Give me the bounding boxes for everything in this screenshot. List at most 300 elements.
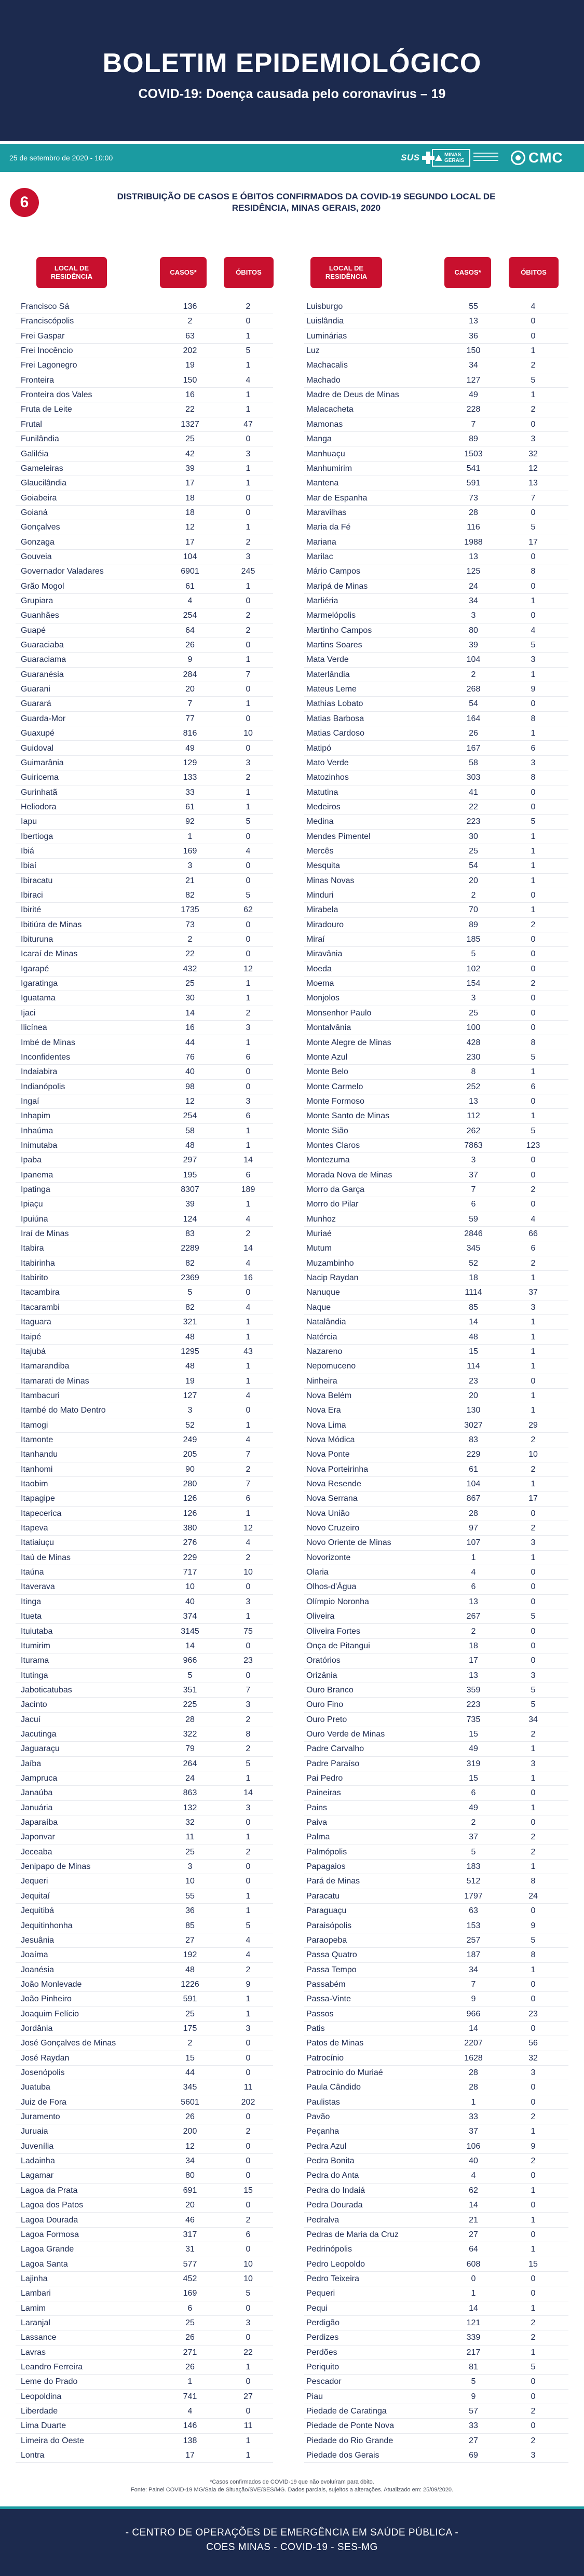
table-row xyxy=(0,1374,289,1389)
cases-count: 58 xyxy=(185,1126,195,1135)
municipality-name: Medeiros xyxy=(306,802,341,811)
deaths-count: 0 xyxy=(531,1995,536,2004)
table-row xyxy=(0,1006,289,1021)
cases-count: 5 xyxy=(471,950,476,959)
municipality-name: Igarapé xyxy=(21,964,49,973)
deaths-count: 2 xyxy=(531,1524,536,1533)
cases-count: 44 xyxy=(185,1038,195,1047)
municipality-name: Laranjal xyxy=(21,2318,50,2327)
deaths-count: 17 xyxy=(528,537,538,547)
deaths-count: 2 xyxy=(531,1435,536,1444)
cases-count: 40 xyxy=(185,1067,195,1077)
cases-count: 169 xyxy=(183,846,197,856)
deaths-count: 1 xyxy=(531,1347,536,1356)
table-row xyxy=(0,579,289,594)
deaths-count: 0 xyxy=(246,435,251,444)
deaths-count: 2 xyxy=(531,2318,536,2327)
deaths-count: 0 xyxy=(531,611,536,620)
municipality-name: Itutinga xyxy=(21,1671,48,1680)
deaths-count: 3 xyxy=(246,1700,251,1710)
municipality-name: Madre de Deus de Minas xyxy=(306,390,399,400)
cases-count: 6 xyxy=(471,1788,476,1798)
deaths-count: 5 xyxy=(531,817,536,826)
deaths-count: 1 xyxy=(246,1141,251,1150)
municipality-name: Heliodora xyxy=(21,802,57,811)
deaths-count: 1 xyxy=(531,1391,536,1400)
deaths-count: 1 xyxy=(246,581,251,591)
cases-count: 4 xyxy=(471,1568,476,1577)
table-row xyxy=(0,2168,289,2183)
municipality-name: Padre Carvalho xyxy=(306,1744,364,1754)
municipality-name: Mata Verde xyxy=(306,655,349,665)
table-row xyxy=(0,1727,289,1742)
deaths-count: 5 xyxy=(246,891,251,900)
deaths-count: 3 xyxy=(531,1538,536,1548)
municipality-name: Juiz de Fora xyxy=(21,2097,67,2107)
table-row xyxy=(289,2168,584,2183)
deaths-count: 0 xyxy=(246,2333,251,2342)
municipality-name: Pedro Leopoldo xyxy=(306,2259,365,2269)
deaths-count: 10 xyxy=(243,729,253,738)
deaths-count: 2 xyxy=(531,361,536,370)
deaths-count: 4 xyxy=(246,1435,251,1444)
table-row xyxy=(0,756,289,770)
cases-count: 126 xyxy=(183,1494,197,1503)
municipality-name: Ingaí xyxy=(21,1096,39,1106)
table-row xyxy=(289,726,584,741)
municipality-name: Paiva xyxy=(306,1818,328,1827)
table-row xyxy=(289,903,584,917)
cases-count: 18 xyxy=(469,1273,478,1283)
table-row xyxy=(0,1300,289,1315)
cases-count: 9 xyxy=(471,2392,476,2401)
table-row xyxy=(0,1050,289,1065)
deaths-count: 1 xyxy=(246,2009,251,2018)
table-row xyxy=(0,373,289,388)
municipality-name: Galiléia xyxy=(21,449,49,458)
table-row xyxy=(0,1830,289,1845)
cases-count: 24 xyxy=(185,1774,195,1783)
deaths-count: 0 xyxy=(531,2421,536,2431)
cases-count: 25 xyxy=(185,1847,195,1856)
deaths-count: 5 xyxy=(246,346,251,356)
deaths-count: 2 xyxy=(531,1258,536,1268)
cases-count: 27 xyxy=(185,1935,195,1945)
deaths-count: 3 xyxy=(531,2451,536,2460)
table-row xyxy=(0,329,289,344)
cases-count: 55 xyxy=(185,1891,195,1901)
deaths-count: 189 xyxy=(241,1185,255,1194)
deaths-count: 2 xyxy=(531,2157,536,2166)
deaths-count: 2 xyxy=(246,1847,251,1856)
deaths-count: 8 xyxy=(531,714,536,723)
table-row xyxy=(0,1713,289,1727)
cases-count: 12 xyxy=(185,1096,195,1106)
cases-count: 48 xyxy=(469,1332,478,1341)
cases-count: 22 xyxy=(469,802,478,811)
municipality-name: Ipanema xyxy=(21,1170,53,1179)
municipality-name: Morro do Pilar xyxy=(306,1200,359,1209)
table-row xyxy=(289,1374,584,1389)
cases-count: 3 xyxy=(471,611,476,620)
cases-count: 85 xyxy=(185,1921,195,1930)
cases-count: 114 xyxy=(467,1362,480,1371)
cases-count: 202 xyxy=(183,346,197,356)
deaths-count: 1 xyxy=(246,2363,251,2371)
cases-count: 12 xyxy=(185,523,195,532)
deaths-count: 13 xyxy=(528,479,538,488)
cases-count: 34 xyxy=(469,361,478,370)
deaths-count: 2 xyxy=(246,537,251,547)
cases-count: 5601 xyxy=(181,2097,199,2107)
table-row xyxy=(289,2139,584,2154)
deaths-count: 1 xyxy=(531,1362,536,1371)
cases-count: 81 xyxy=(469,2363,478,2371)
municipality-name: Padre Paraíso xyxy=(306,1759,360,1768)
cases-count: 97 xyxy=(469,1524,478,1533)
deaths-count: 1 xyxy=(531,1273,536,1283)
municipality-name: Itueta xyxy=(21,1612,42,1621)
cases-count: 153 xyxy=(466,1921,481,1930)
deaths-count: 8 xyxy=(531,773,536,782)
deaths-count: 1 xyxy=(246,699,251,709)
deaths-count: 1 xyxy=(531,346,536,356)
table-row xyxy=(0,2228,289,2242)
table-row xyxy=(289,1624,584,1639)
municipality-name: Perdões xyxy=(306,2348,337,2357)
municipality-name: Guarani xyxy=(21,685,50,694)
cases-count: 52 xyxy=(469,1258,478,1268)
cases-count: 3 xyxy=(187,1862,193,1872)
cases-count: 27 xyxy=(469,2436,478,2445)
municipality-name: Luisburgo xyxy=(306,302,343,311)
deaths-count: 0 xyxy=(246,876,251,885)
cases-count: 61 xyxy=(185,581,195,591)
municipality-name: Mário Campos xyxy=(306,567,361,576)
municipality-name: Itatiaiuçu xyxy=(21,1538,55,1548)
deaths-count: 0 xyxy=(246,935,251,944)
table-row xyxy=(0,1212,289,1227)
table-row xyxy=(0,1168,289,1183)
deaths-count: 3 xyxy=(531,1671,536,1680)
table-row xyxy=(289,594,584,608)
municipality-name: Monte Alegre de Minas xyxy=(306,1038,391,1047)
municipality-name: Luminárias xyxy=(306,331,347,341)
table-row xyxy=(0,1771,289,1786)
municipality-name: José Gonçalves de Minas xyxy=(21,2039,116,2048)
deaths-count: 1 xyxy=(531,876,536,885)
municipality-name: Guapé xyxy=(21,626,46,635)
table-row xyxy=(0,1904,289,1918)
cases-count: 6 xyxy=(471,1582,476,1592)
municipality-name: Marilac xyxy=(306,552,333,561)
cases-count: 21 xyxy=(469,2215,478,2225)
municipality-name: Malacacheta xyxy=(306,405,354,414)
deaths-count: 0 xyxy=(246,2245,251,2254)
deaths-count: 1 xyxy=(246,1126,251,1135)
table-row xyxy=(289,2448,584,2463)
cases-count: 14 xyxy=(469,2024,478,2033)
municipality-name: Matias Cardoso xyxy=(306,729,365,738)
cases-count: 64 xyxy=(185,626,195,635)
cases-count: 25 xyxy=(185,2009,195,2018)
cases-count: 8 xyxy=(471,1067,476,1077)
cmc-logo xyxy=(511,149,563,167)
deaths-count: 3 xyxy=(246,1096,251,1106)
municipality-name: Ouro Verde de Minas xyxy=(306,1729,385,1739)
municipality-name: Joanésia xyxy=(21,1965,55,1974)
cases-count: 23 xyxy=(469,1376,478,1386)
circle-icon xyxy=(511,151,525,165)
municipality-name: Pai Pedro xyxy=(306,1774,343,1783)
municipality-name: Ouro Preto xyxy=(306,1715,347,1724)
deaths-count: 23 xyxy=(528,2009,538,2018)
table-row xyxy=(289,1595,584,1609)
table-row xyxy=(289,2360,584,2375)
cases-count: 2 xyxy=(471,670,476,679)
cases-count: 228 xyxy=(466,405,481,414)
section-title-line1: DISTRIBUIÇÃO DE CASOS E ÓBITOS CONFIRMADOS DA COVID-19 SEGUNDO LOCAL DE xyxy=(117,192,496,201)
municipality-name: Itabirinha xyxy=(21,1258,55,1268)
header-deaths-right: ÓBITOS xyxy=(509,257,559,288)
municipality-name: Jacuí xyxy=(21,1715,41,1724)
deaths-count: 0 xyxy=(246,1818,251,1827)
deaths-count: 2 xyxy=(246,1229,251,1239)
table-row xyxy=(0,2272,289,2286)
municipality-name: Lagoa Dourada xyxy=(21,2215,78,2225)
deaths-count: 0 xyxy=(531,1641,536,1650)
municipality-name: Jordânia xyxy=(21,2024,53,2033)
deaths-count: 5 xyxy=(531,1126,536,1135)
municipality-name: Maripá de Minas xyxy=(306,581,368,591)
deaths-count: 0 xyxy=(531,1818,536,1827)
cases-count: 40 xyxy=(469,2157,478,2166)
municipality-name: Perdigão xyxy=(306,2318,340,2327)
deaths-count: 1 xyxy=(246,979,251,988)
municipality-name: Goianá xyxy=(21,508,48,517)
table-row xyxy=(289,1080,584,1094)
table-row xyxy=(0,2316,289,2330)
cases-count: 82 xyxy=(185,1303,195,1312)
municipality-name: Monsenhor Paulo xyxy=(306,1008,372,1018)
deaths-count: 1 xyxy=(246,479,251,488)
municipality-name: Jeceaba xyxy=(21,1847,52,1856)
table-row xyxy=(0,1080,289,1094)
deaths-count: 1 xyxy=(531,2127,536,2136)
deaths-count: 202 xyxy=(241,2097,255,2107)
table-row xyxy=(289,2345,584,2360)
cases-count: 79 xyxy=(185,1744,195,1754)
cases-count: 20 xyxy=(185,685,195,694)
municipality-name: Indianópolis xyxy=(21,1082,65,1091)
deaths-count: 7 xyxy=(246,1685,251,1694)
cases-count: 19 xyxy=(185,361,195,370)
deaths-count: 0 xyxy=(531,1096,536,1106)
deaths-count: 0 xyxy=(246,641,251,650)
cases-count: 863 xyxy=(183,1788,197,1798)
table-row xyxy=(289,550,584,564)
deaths-count: 2 xyxy=(531,1185,536,1194)
deaths-count: 1 xyxy=(531,1553,536,1562)
municipality-name: Lamim xyxy=(21,2303,46,2313)
municipality-name: Pequeri xyxy=(306,2289,335,2298)
cases-count: 1327 xyxy=(181,419,199,429)
cases-count: 254 xyxy=(183,611,197,620)
municipality-name: Mamonas xyxy=(306,419,343,429)
cases-count: 14 xyxy=(469,1318,478,1327)
table-row xyxy=(0,1241,289,1256)
cases-count: 64 xyxy=(469,2245,478,2254)
deaths-count: 75 xyxy=(243,1626,253,1636)
sus-logo xyxy=(401,151,434,165)
deaths-count: 1 xyxy=(531,670,536,679)
table-row xyxy=(289,785,584,800)
deaths-count: 1 xyxy=(246,1995,251,2004)
municipality-name: Iturama xyxy=(21,1656,49,1665)
municipality-name: Moema xyxy=(306,979,334,988)
table-row xyxy=(289,2272,584,2286)
cases-count: 49 xyxy=(185,743,195,753)
deaths-count: 0 xyxy=(246,2141,251,2151)
table-row xyxy=(0,1433,289,1447)
cases-count: 25 xyxy=(185,435,195,444)
table-row xyxy=(289,1713,584,1727)
cases-count: 11 xyxy=(185,1833,195,1842)
deaths-count: 2 xyxy=(246,1715,251,1724)
cases-count: 1628 xyxy=(464,2053,483,2063)
deaths-count: 37 xyxy=(528,1288,538,1297)
table-row xyxy=(0,520,289,535)
table-row xyxy=(0,1551,289,1565)
table-row xyxy=(0,726,289,741)
deaths-count: 5 xyxy=(246,817,251,826)
municipality-name: Jaboticatubas xyxy=(21,1685,72,1694)
deaths-count: 4 xyxy=(246,1950,251,1960)
table-row xyxy=(289,1653,584,1668)
cases-count: 49 xyxy=(469,1803,478,1812)
table-row xyxy=(289,329,584,344)
deaths-count: 8 xyxy=(531,1038,536,1047)
cases-count: 264 xyxy=(183,1759,197,1768)
cases-count: 33 xyxy=(469,2421,478,2431)
cases-count: 512 xyxy=(466,1877,481,1886)
cases-count: 2 xyxy=(187,935,193,944)
deaths-count: 0 xyxy=(531,994,536,1003)
deaths-count: 0 xyxy=(246,2112,251,2122)
table-row xyxy=(289,1300,584,1315)
municipality-name: Monte Sião xyxy=(306,1126,348,1135)
cases-count: 717 xyxy=(183,1568,197,1577)
municipality-name: Oratórios xyxy=(306,1656,341,1665)
deaths-count: 2 xyxy=(246,1553,251,1562)
table-row xyxy=(289,1094,584,1109)
cases-count: 18 xyxy=(469,1641,478,1650)
cases-count: 6 xyxy=(471,1200,476,1209)
municipality-name: Jenipapo de Minas xyxy=(21,1862,91,1872)
table-row xyxy=(289,1462,584,1477)
deaths-count: 0 xyxy=(246,2377,251,2387)
deaths-count: 15 xyxy=(243,2186,253,2195)
table-row xyxy=(289,668,584,682)
deaths-count: 2 xyxy=(246,1965,251,1974)
deaths-count: 0 xyxy=(246,493,251,503)
cases-count: 867 xyxy=(466,1494,481,1503)
table-row xyxy=(289,1006,584,1021)
cases-count: 14 xyxy=(185,1641,195,1650)
deaths-count: 0 xyxy=(531,802,536,811)
table-row xyxy=(0,2139,289,2154)
municipality-name: Passa Quatro xyxy=(306,1950,357,1960)
municipality-name: Paraguaçu xyxy=(306,1906,347,1916)
cases-count: 167 xyxy=(466,743,481,753)
deaths-count: 2 xyxy=(531,1833,536,1842)
table-row xyxy=(289,1241,584,1256)
deaths-count: 56 xyxy=(528,2039,538,2048)
deaths-count: 10 xyxy=(243,2274,253,2283)
cases-count: 154 xyxy=(466,979,481,988)
table-row xyxy=(0,1919,289,1933)
municipality-name: Itamarandiba xyxy=(21,1362,70,1371)
table-row xyxy=(0,2184,289,2198)
municipality-name: Marmelópolis xyxy=(306,611,356,620)
header-deaths-left: ÓBITOS xyxy=(224,257,274,288)
table-row xyxy=(0,2242,289,2257)
municipality-name: Passa-Vinte xyxy=(306,1995,351,2004)
deaths-count: 9 xyxy=(531,1921,536,1930)
municipality-name: Nepomuceno xyxy=(306,1362,356,1371)
table-row xyxy=(0,815,289,829)
table-row xyxy=(0,2066,289,2080)
municipality-name: Fronteira dos Vales xyxy=(21,390,92,400)
deaths-count: 2 xyxy=(531,979,536,988)
table-row xyxy=(289,1933,584,1948)
deaths-count: 0 xyxy=(246,1641,251,1650)
municipality-name: Gonzaga xyxy=(21,537,55,547)
cases-count: 34 xyxy=(469,596,478,605)
deaths-count: 5 xyxy=(246,1921,251,1930)
table-column-left xyxy=(0,300,289,2464)
municipality-name: Jequeri xyxy=(21,1877,48,1886)
municipality-name: Onça de Pitangui xyxy=(306,1641,370,1650)
cases-count: 63 xyxy=(185,331,195,341)
deaths-count: 1 xyxy=(246,464,251,473)
deaths-count: 1 xyxy=(531,2303,536,2313)
table-row xyxy=(0,1963,289,1977)
table-row xyxy=(0,991,289,1006)
deaths-count: 7 xyxy=(246,670,251,679)
municipality-name: Franciscópolis xyxy=(21,317,74,326)
deaths-count: 1 xyxy=(246,405,251,414)
deaths-count: 3 xyxy=(531,2068,536,2077)
municipality-name: Luislândia xyxy=(306,317,344,326)
table-row xyxy=(0,1595,289,1609)
deaths-count: 5 xyxy=(531,1612,536,1621)
deaths-count: 7 xyxy=(246,1480,251,1488)
deaths-count: 1 xyxy=(246,1833,251,1842)
municipality-name: Pará de Minas xyxy=(306,1877,360,1886)
cases-count: 138 xyxy=(183,2436,197,2445)
cases-count: 13 xyxy=(469,1597,478,1606)
cases-count: 297 xyxy=(183,1156,197,1165)
municipality-name: Guanhães xyxy=(21,611,59,620)
deaths-count: 32 xyxy=(528,2053,538,2063)
table-row xyxy=(289,697,584,711)
deaths-count: 0 xyxy=(246,2068,251,2077)
cases-count: 1503 xyxy=(464,449,483,458)
municipality-name: Lajinha xyxy=(21,2274,48,2283)
cases-count: 249 xyxy=(183,1435,197,1444)
table-row xyxy=(289,2213,584,2228)
